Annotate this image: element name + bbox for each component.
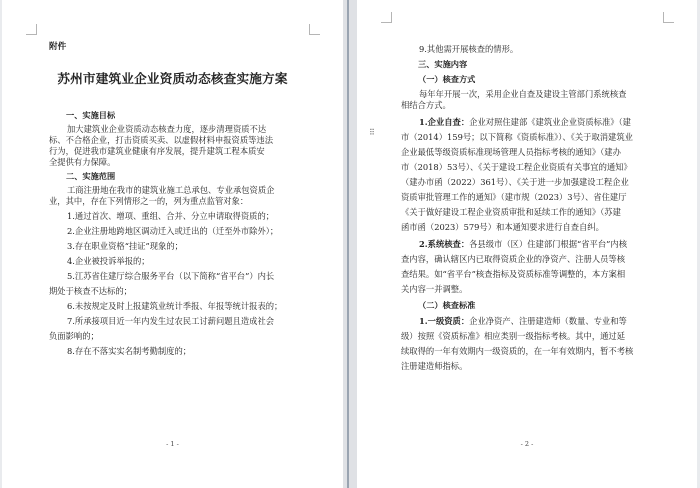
paragraph-line: 市（2014）159号；以下简称《资质标准》）、《关于取消建筑业 — [401, 132, 633, 142]
paragraph-line: 1.一级资质：企业净资产、注册建造师（数量、专业和等 — [419, 316, 627, 326]
list-item: 3.存在职业资格“挂证”现象的； — [67, 241, 183, 251]
attachment-label: 附件 — [49, 42, 67, 52]
paragraph-line: 查内容，确认辖区内已取得资质企业的净资产、注册人员等核 — [401, 254, 626, 264]
heading-content: 三、实施内容 — [418, 59, 468, 69]
page1-body — [49, 110, 302, 357]
subheading-standard: （二）核查标准 — [418, 300, 476, 310]
list-item: 7.所承接项目近一年内发生过农民工讨薪问题且造成社会 — [67, 316, 275, 326]
crop-mark-top-left — [26, 24, 37, 35]
paragraph-line: 查结果。如“省平台”核查指标及资质标准等调整的，本方案相 — [401, 269, 626, 279]
paragraph-line: 关内容一并调整。 — [401, 284, 468, 294]
paragraph-line: 每年年开展一次，采用企业自查及建设主管部门系统核查 — [419, 89, 627, 99]
paragraph-line: 级）按照《资质标准》相应类别一级指标考核。其中，通过延 — [401, 331, 626, 341]
paragraph-line: 续取得的一年有效期内一级资质的，在一年有效期内，暂不考核 — [401, 346, 634, 356]
heading-goals: 一、实施目标 — [66, 110, 116, 120]
document-title: 苏州市建筑业企业资质动态核查实施方案 — [57, 71, 288, 86]
paragraph-line: 相结合方式。 — [401, 100, 451, 110]
paragraph-line: 标、不合格企业，打击资质买卖、以虚假材料申报资质等违法 — [49, 135, 274, 145]
paragraph-line: 资质审批管理工作的通知》（建市规（2023）3号）、省住建厅 — [401, 192, 627, 202]
drag-handle-icon[interactable]: ⠿ — [369, 128, 375, 137]
paragraph-line: 行为，促进我市建筑业健康有序发展，提升建筑工程本质安 — [49, 146, 265, 156]
list-item: 1.通过首次、增项、重组、合并、分立申请取得资质的； — [67, 211, 275, 221]
list-item: 负面影响的； — [49, 331, 99, 341]
list-item: 2.企业注册地跨地区调动迁入或迁出的（迁至外市除外）； — [67, 226, 279, 236]
list-item: 4.企业被投诉举报的； — [67, 256, 150, 266]
page-splitter[interactable] — [343, 0, 357, 488]
subheading-method: （一）核查方式 — [418, 74, 476, 84]
list-item: 9.其他需开展核查的情形。 — [419, 44, 519, 54]
list-item: 8.存在不落实实名制考勤制度的； — [67, 346, 192, 356]
paragraph-line: 加大建筑业企业资质动态核查力度，逐步清理资质不达 — [67, 124, 267, 134]
page-number: - 2 - — [520, 440, 534, 448]
document-page-2 — [357, 0, 697, 488]
paragraph-line: 全提供有力保障。 — [49, 157, 116, 167]
crop-mark-top-left — [381, 12, 392, 23]
paragraph-line: 1.企业自查：企业对照住建部《建筑业企业资质标准》（建 — [419, 117, 631, 127]
paragraph-line: 函市函（2023）579号）和本通知要求进行自查自纠。 — [401, 222, 604, 232]
paragraph-line: 企业最低等级资质标准现场管理人员指标考核的通知》（建办 — [401, 147, 621, 157]
page-number: - 1 - — [166, 440, 179, 448]
crop-mark-top-right — [663, 12, 674, 23]
heading-scope: 二、实施范围 — [66, 171, 116, 181]
paragraph-line: 市（2018）53号）、《关于建设工程企业资质有关事宜的通知》 — [401, 162, 632, 172]
paragraph-line: （建办市函（2022）361号）、《关于进一步加强建设工程企业 — [401, 177, 629, 187]
crop-mark-top-right — [309, 24, 320, 35]
splitter-bar — [347, 0, 349, 488]
page2-body — [401, 44, 656, 372]
list-item: 5.江苏省住建厅综合服务平台（以下简称“省平台”）内长 — [67, 271, 275, 281]
list-item: 期处于核查不达标的； — [49, 286, 132, 296]
paragraph-line: 注册建造师指标。 — [401, 361, 468, 371]
list-item: 6.未按规定及时上报建筑业统计季报、年报等统计报表的； — [67, 301, 283, 311]
document-page-1 — [2, 0, 343, 488]
paragraph-line: 《关于做好建设工程企业资质审批和延续工作的通知》（苏建 — [401, 207, 621, 217]
paragraph-line: 2.系统核查：各县级市（区）住建部门根据“省平台”内核 — [419, 239, 627, 249]
paragraph-line: 工商注册地在我市的建筑业施工总承包、专业承包资质企 — [67, 185, 275, 195]
paragraph-line: 业，其中，存在下列情形之一的，列为重点监管对象： — [49, 196, 249, 206]
